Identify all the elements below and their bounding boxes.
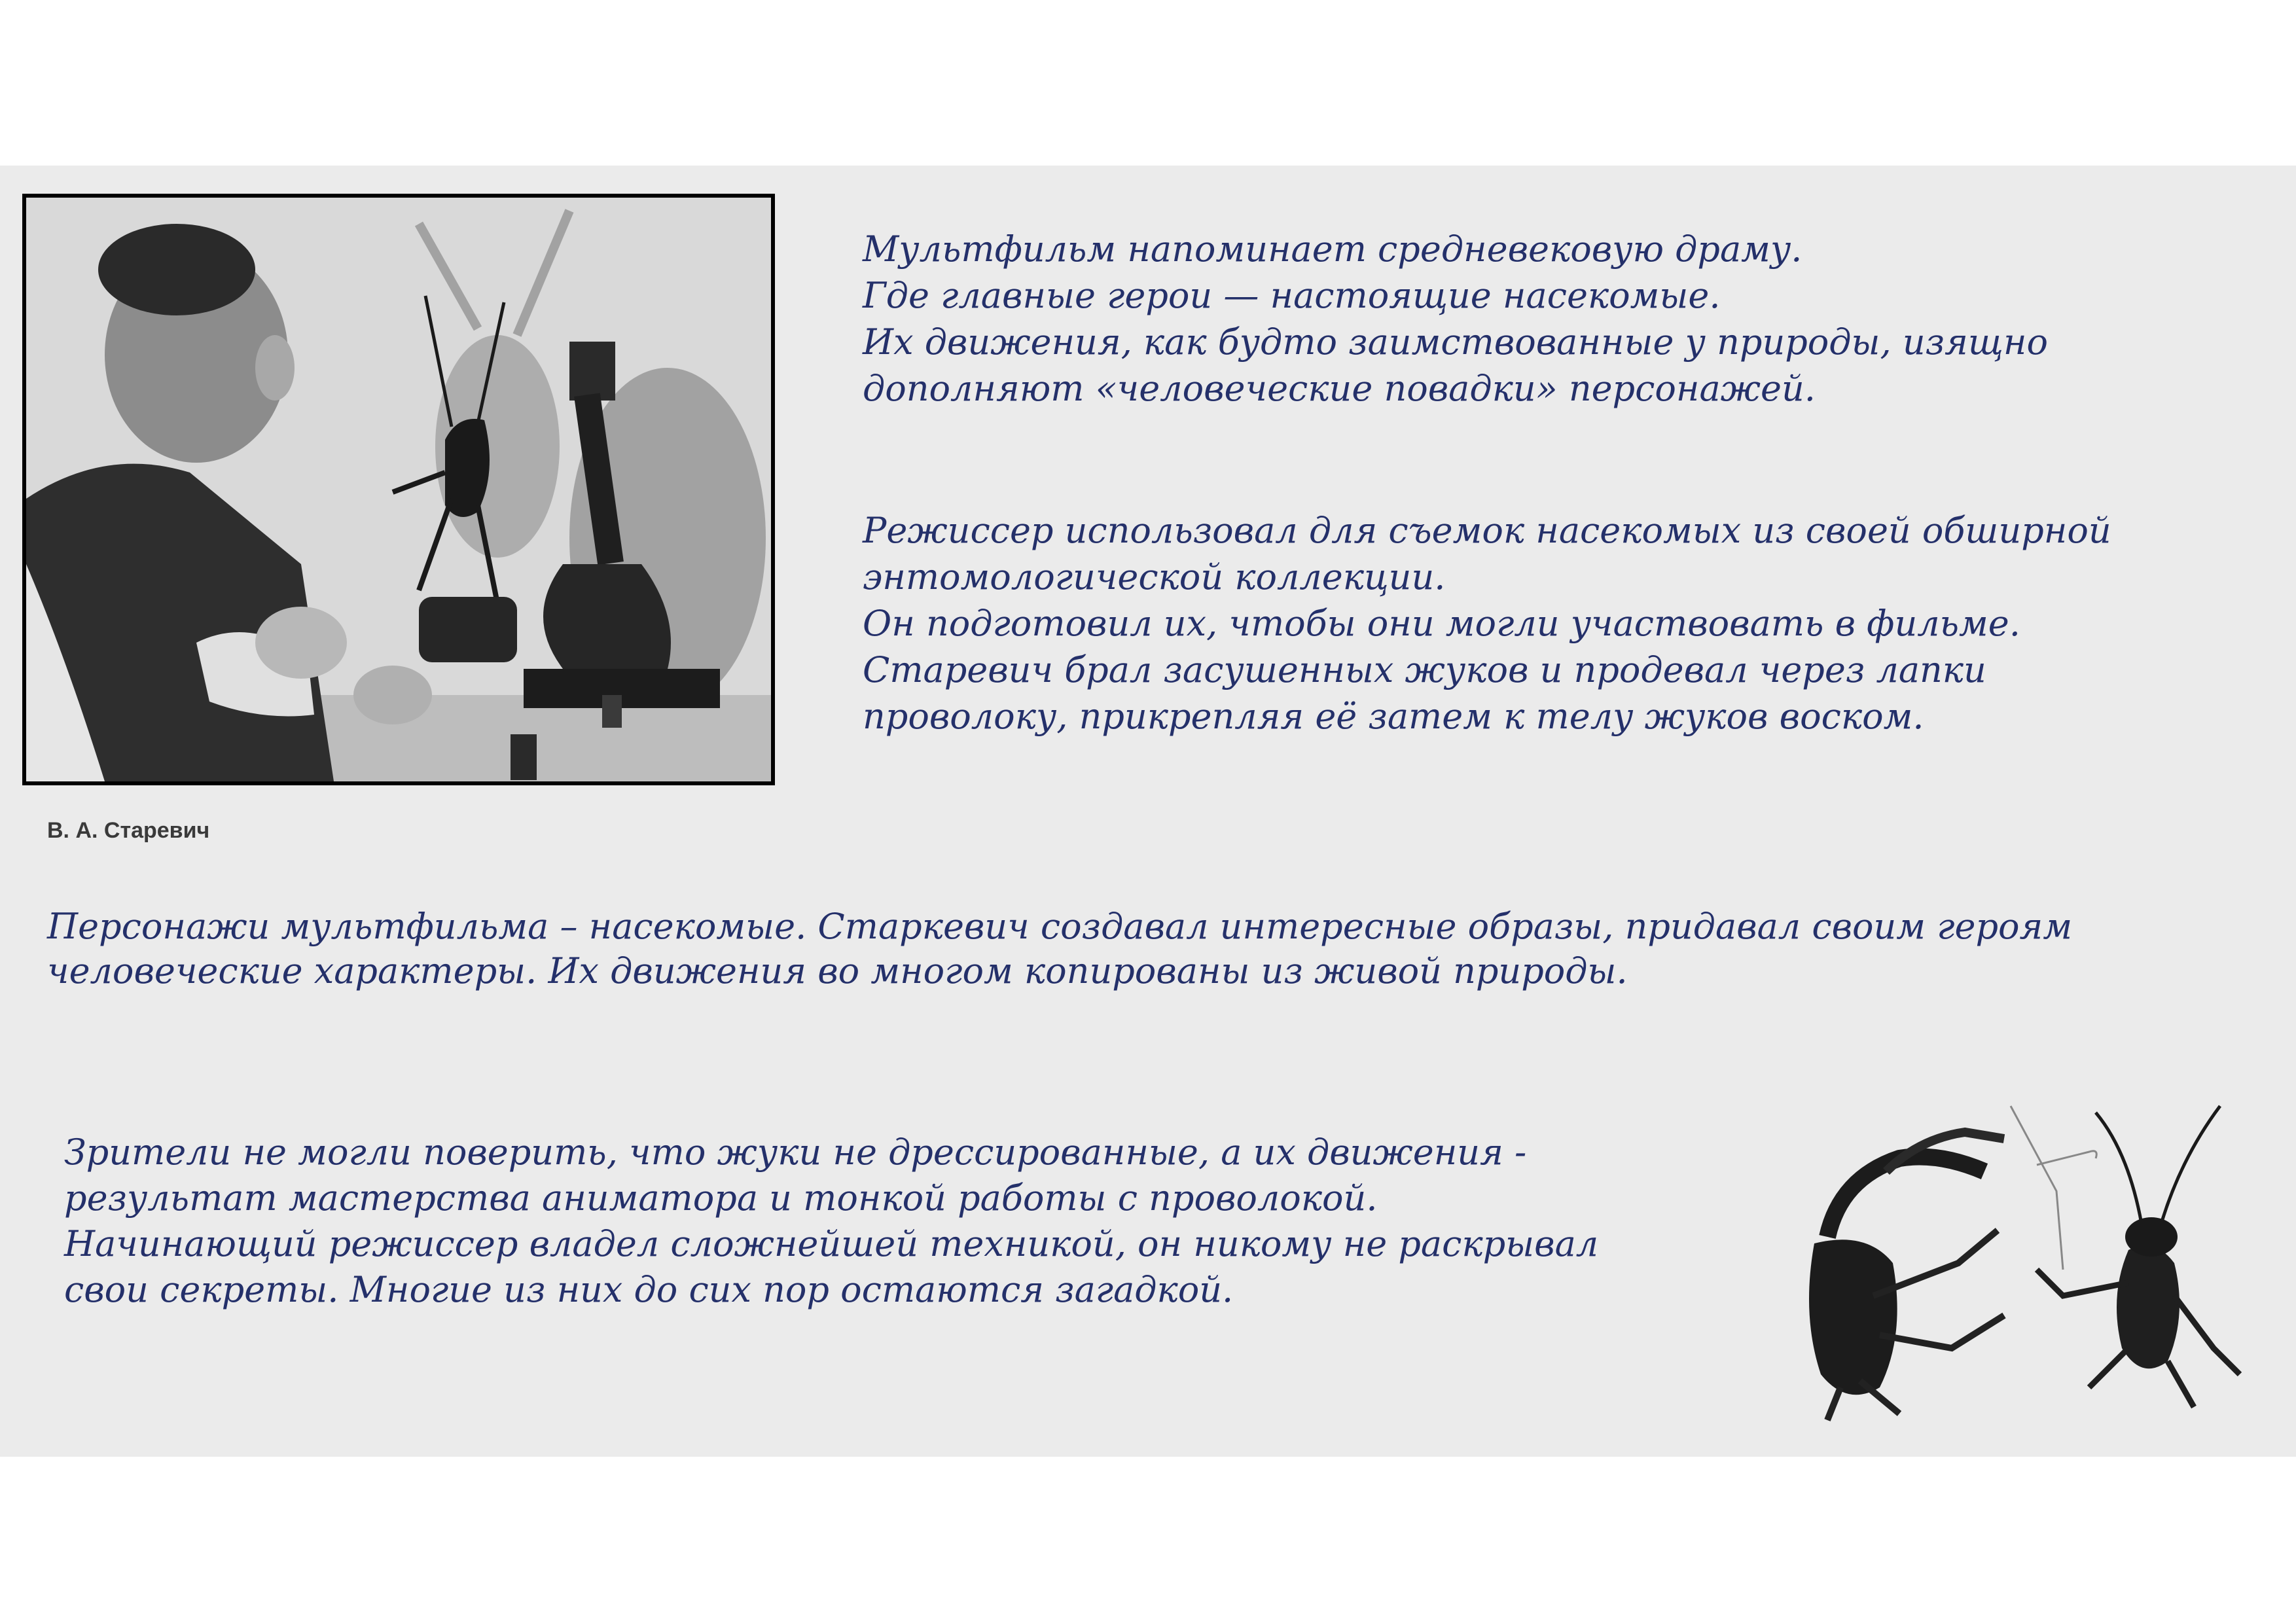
photo-caption: В. А. Старевич [47,818,210,843]
fighting-beetles-illustration [1788,1099,2246,1423]
paragraph-collection: Режиссер использовал для съемок насекомых из своей обширной энтомологической коллекции. Он подготовил их, чтобы они могли участвовать в фильме. Старевич брал засушенных жуков и продевал через лапки проволоку, прикрепляя её затем к телу жуков воском. [863,510,2111,737]
beetles-drawing [1788,1099,2246,1423]
paragraph-characters: Персонажи мультфильма – насекомые. Старкевич создавал интересные образы, придавал своим героям человеческие характеры. Их движения во многом копированы из живой природы. [47,906,2073,991]
paragraph-drama: Мультфильм напоминает средневековую драму. Где главные герои — настоящие насекомые. Их движения, как будто заимствованные у природы, изящно дополняют «человеческие повадки» персонажей. [863,228,2048,409]
photo-illustration [26,198,771,781]
starevich-photo [22,194,775,785]
paragraph-audience: Зрители не могли поверить, что жуки не дрессированные, а их движения - результат мастерства аниматора и тонкой работы с проволокой. Начинающий режиссер владел сложнейшей техникой, он никому не раскрывал свои секреты. Многие из них до сих пор остаются загадкой. [64,1132,1599,1310]
